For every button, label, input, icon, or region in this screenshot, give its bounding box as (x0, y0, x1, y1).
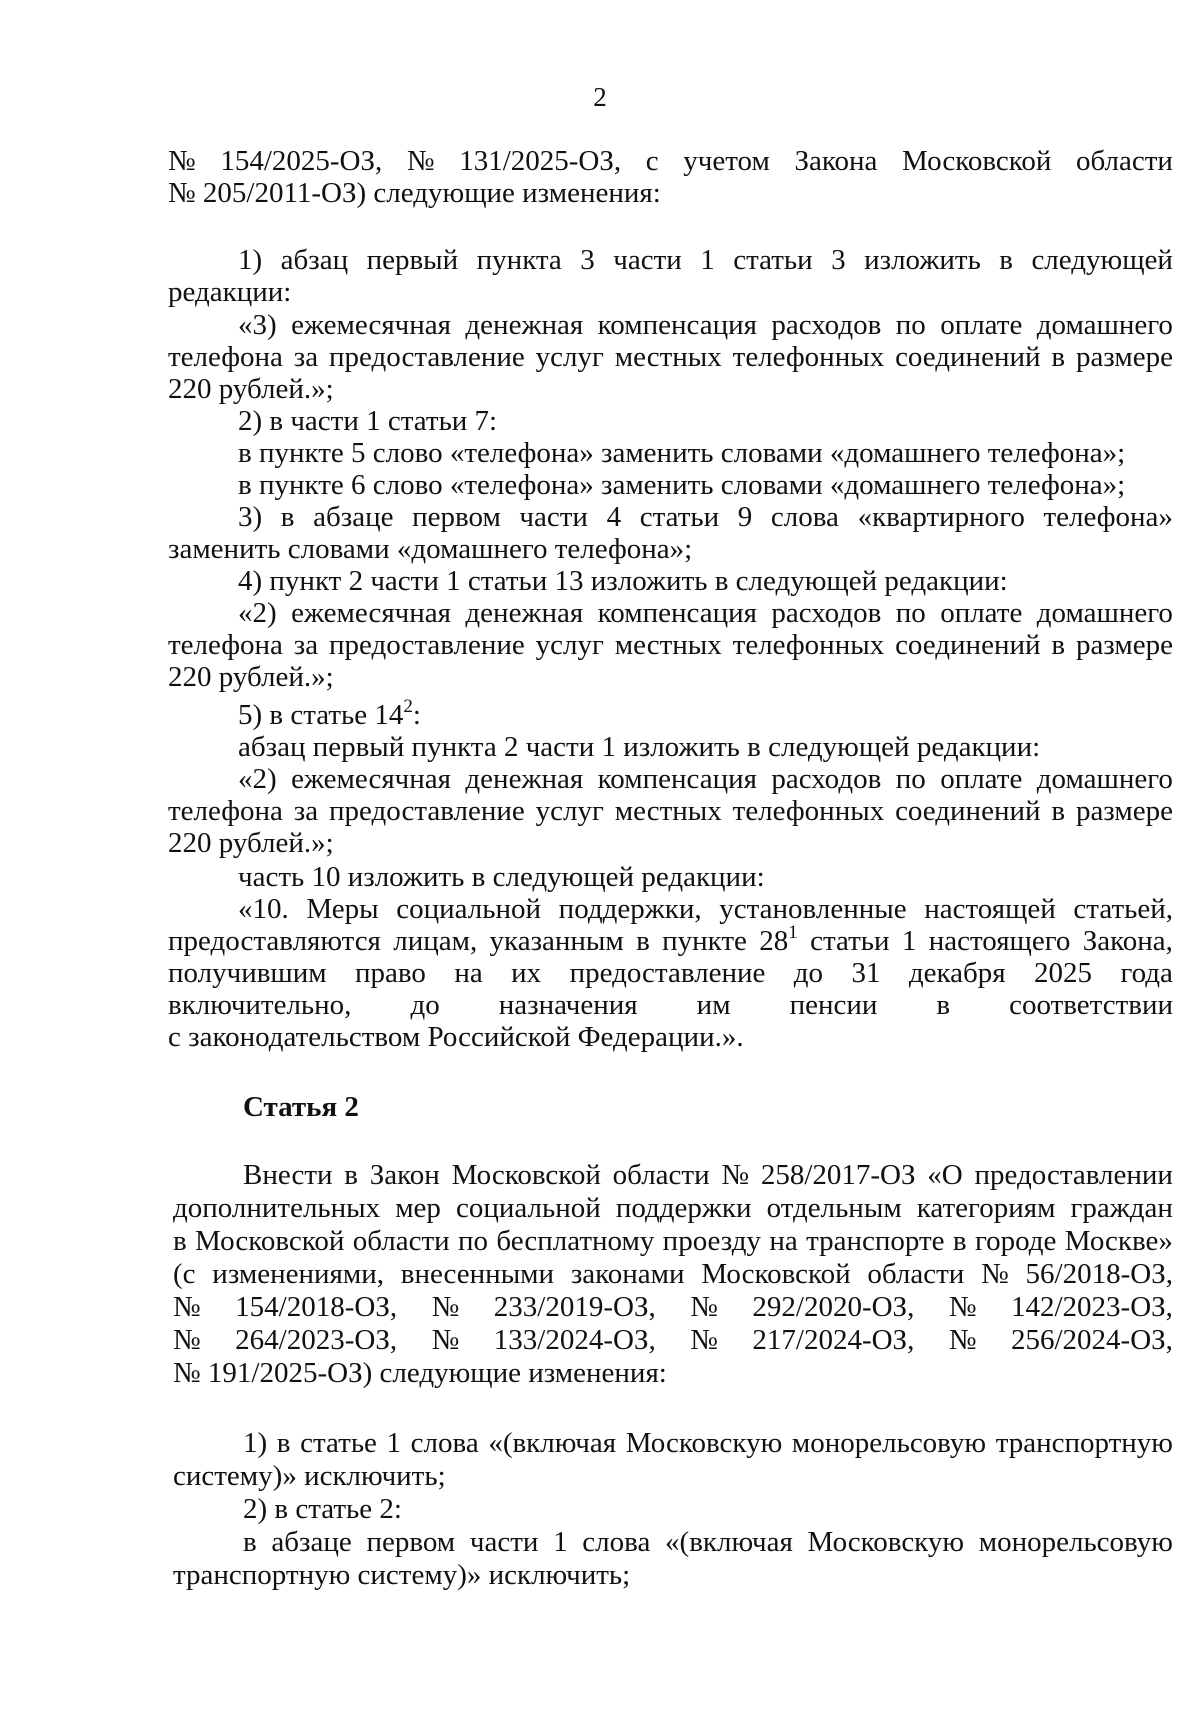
word: области (867, 1258, 965, 1290)
item5-part10-line-1 (238, 894, 1173, 926)
word: области (612, 1159, 710, 1191)
word: до (410, 989, 440, 1021)
word: 1) (243, 1427, 268, 1459)
word: ежемесячная (291, 309, 451, 341)
word: размере (1075, 795, 1173, 827)
article2-item1-line-1 (243, 1428, 1173, 1460)
word: 133/2024-ОЗ, (493, 1324, 656, 1356)
word: расходов (771, 763, 882, 795)
word: компенсация (597, 763, 757, 795)
item4-heading: 4) пункт 2 части 1 статьи 13 изложить в следующей редакции: (238, 565, 1008, 597)
item5-part10-line-3 (168, 958, 1173, 990)
item1-line-1 (238, 245, 1173, 277)
word: в (999, 244, 1013, 276)
item5-part10-line-5: с законодательством Российской Федерации.». (168, 1021, 744, 1053)
word: в (636, 925, 650, 957)
superscript: 2 (403, 696, 413, 717)
word: учетом (683, 145, 770, 177)
word: «10. (238, 893, 289, 925)
word: Закона (794, 145, 878, 177)
word: Московской (902, 145, 1052, 177)
word: области (352, 1225, 450, 1257)
word: расходов (771, 309, 882, 341)
word: социальной (396, 893, 542, 925)
word: статьей, (1073, 893, 1173, 925)
word: года (1120, 957, 1173, 989)
word: № (173, 1291, 201, 1323)
word: по (895, 309, 926, 341)
word: предоставление (569, 957, 766, 989)
word: телефонных (732, 341, 885, 373)
item5-quote-line-3: 220 рублей.»; (168, 827, 334, 859)
word: 3 (831, 244, 846, 276)
item1-quote-line-1 (238, 310, 1173, 342)
word: 256/2024-ОЗ, (1011, 1324, 1173, 1356)
word: пункта (476, 244, 562, 276)
superscript: 1 (788, 922, 798, 943)
word: оплате (940, 597, 1023, 629)
word: им (696, 989, 731, 1021)
word: Московскую (625, 1427, 783, 1459)
word: 154/2018-ОЗ, (235, 1291, 398, 1323)
word: предоставлении (974, 1159, 1173, 1191)
word: по (895, 763, 926, 795)
word: Закон (369, 1159, 440, 1191)
word: установленные (719, 893, 907, 925)
word: № (948, 1324, 977, 1356)
word: Закона, (1082, 925, 1173, 957)
word: на (454, 957, 483, 989)
word: местных (614, 341, 722, 373)
word: размере (1075, 341, 1173, 373)
word: получившим (168, 957, 327, 989)
item3-line-2: заменить словами «домашнего телефона»; (168, 533, 693, 565)
word: законами (570, 1258, 685, 1290)
word: 292/2020-ОЗ, (752, 1291, 915, 1323)
word: № (981, 1258, 1009, 1290)
word: соединений (895, 795, 1041, 827)
word: в (173, 1225, 187, 1257)
word: статьи (639, 501, 720, 533)
word: 2025 (1034, 957, 1093, 989)
word: 233/2019-ОЗ, (493, 1291, 656, 1323)
word: бесплатному (496, 1225, 655, 1257)
word: по (458, 1225, 489, 1257)
word: компенсация (597, 309, 757, 341)
word: слова (770, 501, 839, 533)
word: 264/2023-ОЗ, (235, 1324, 398, 1356)
word: 3 (580, 244, 595, 276)
word: соответствии (1009, 989, 1173, 1021)
article2-line-4 (173, 1259, 1173, 1291)
word: предоставление (328, 341, 525, 373)
word: телефонных (732, 629, 885, 661)
word: пункте (662, 925, 747, 957)
word: в (1051, 629, 1066, 661)
word: 56/2018-ОЗ, (1025, 1258, 1173, 1290)
word: 9 (737, 501, 753, 533)
word: «(включая (665, 1526, 793, 1558)
article2-line-3 (173, 1226, 1173, 1258)
word: назначения (498, 989, 638, 1021)
word: № (948, 1291, 977, 1323)
word: в (936, 989, 951, 1021)
item1-line-2: редакции: (168, 276, 292, 308)
word: денежная (465, 597, 584, 629)
word: 154/2025-ОЗ, (220, 145, 383, 177)
article-2-title: Статья 2 (243, 1091, 359, 1123)
word: услуг (535, 341, 604, 373)
word: «квартирного (857, 501, 1025, 533)
word: соединений (895, 629, 1041, 661)
word: настоящей (924, 893, 1056, 925)
word: абзаце (313, 501, 394, 533)
word: их (511, 957, 542, 989)
word: отдельным (766, 1192, 902, 1224)
word: в (280, 501, 295, 533)
word: поддержки, (558, 893, 702, 925)
word: телефона» (1043, 501, 1173, 533)
word: изменениями, (212, 1258, 384, 1290)
word: лицам, (393, 925, 478, 957)
word: 31 (851, 957, 881, 989)
item2-line-a: в пункте 5 слово «телефона» заменить словами «домашнего телефона»; (238, 437, 1126, 469)
word: 3) (238, 501, 263, 533)
word: до (793, 957, 824, 989)
word: размере (1075, 629, 1173, 661)
word: указанным (489, 925, 624, 957)
item2-line-b: в пункте 6 слово «телефона» заменить словами «домашнего телефона»; (238, 469, 1126, 501)
word: № (721, 1159, 750, 1191)
word: телефонных (732, 795, 885, 827)
word: за (293, 341, 319, 373)
word: первом (366, 1526, 456, 1558)
word: социальной (455, 1192, 601, 1224)
word: по (895, 597, 926, 629)
word: 217/2024-ОЗ, (752, 1324, 915, 1356)
word: абзац (280, 244, 349, 276)
word: ежемесячная (291, 763, 451, 795)
article2-line-5 (173, 1292, 1173, 1324)
word: «2) (238, 597, 277, 629)
article2-item1-line-2: систему)» исключить; (173, 1460, 446, 1492)
word: расходов (771, 597, 882, 629)
word: части (519, 501, 588, 533)
word: городе (974, 1225, 1057, 1257)
word: денежная (465, 763, 584, 795)
word: компенсация (597, 597, 757, 629)
word: «(включая (488, 1427, 617, 1459)
word: пенсии (789, 989, 878, 1021)
word: изложить (864, 244, 981, 276)
word: «2) (238, 763, 277, 795)
word: в (1051, 795, 1066, 827)
word: услуг (535, 795, 604, 827)
article2-line-2 (173, 1193, 1173, 1225)
article2-line-7: № 191/2025-ОЗ) следующие изменения: (173, 1357, 667, 1389)
word: 258/2017-ОЗ (760, 1159, 916, 1191)
word: услуг (535, 629, 604, 661)
word: домашнего (1036, 763, 1173, 795)
word: категориям (916, 1192, 1056, 1224)
word: области (1076, 145, 1173, 177)
word: статьи (810, 925, 890, 957)
word: телефона (168, 795, 283, 827)
word: 1 (553, 1526, 568, 1558)
word: за (293, 795, 319, 827)
word: в (276, 1427, 291, 1459)
word: 1 (700, 244, 715, 276)
article2-line-6 (173, 1325, 1173, 1357)
word: монорельсовую (791, 1427, 987, 1459)
word: № (690, 1324, 718, 1356)
word: Москве» (1064, 1225, 1173, 1257)
item5-quote-line-2 (168, 796, 1173, 828)
word: первый (366, 244, 459, 276)
item1-quote-line-3: 220 рублей.»; (168, 373, 334, 405)
word: предоставляются (168, 925, 381, 957)
item3-line-1 (238, 502, 1173, 534)
word: № (431, 1291, 460, 1323)
word: внесенными (400, 1258, 555, 1290)
word: в (952, 1225, 967, 1257)
word: статьи (733, 244, 813, 276)
item4-quote-line-2 (168, 630, 1173, 662)
word: поддержки (615, 1192, 752, 1224)
word: предоставление (328, 629, 525, 661)
word: № (431, 1324, 460, 1356)
word: 1) (238, 244, 263, 276)
item5-part10-line-4 (168, 990, 1173, 1022)
word: с (645, 145, 659, 177)
word: (с (173, 1258, 196, 1290)
word: денежная (465, 309, 584, 341)
item5-quote-line-1 (238, 764, 1173, 796)
word: слова (410, 1427, 479, 1459)
article2-line-1 (243, 1160, 1173, 1192)
word: соединений (895, 341, 1041, 373)
word: включительно, (168, 989, 352, 1021)
intro-line-1 (168, 146, 1173, 178)
word: в (243, 1526, 257, 1558)
word: ежемесячная (291, 597, 451, 629)
item5-part10-line-2 (168, 922, 1173, 958)
word: телефона (168, 341, 283, 373)
word: в (344, 1159, 358, 1191)
word: оплате (940, 309, 1023, 341)
word: граждан (1070, 1192, 1173, 1224)
item5-heading: 5) в статье $14^2$: (238, 696, 421, 731)
word: мер (395, 1192, 441, 1224)
word: № (173, 1324, 201, 1356)
intro-line-2: № 205/2011-ОЗ) следующие изменения: (168, 177, 661, 209)
item4-quote-line-3: 220 рублей.»; (168, 661, 334, 693)
word: части (613, 244, 682, 276)
word: № (168, 145, 196, 177)
article2-item2-heading: 2) в статье 2: (243, 1493, 402, 1525)
word: Московскую (807, 1526, 965, 1558)
word: первом (412, 501, 501, 533)
word: местных (614, 629, 722, 661)
word: проезду (662, 1225, 761, 1257)
word: статье (300, 1427, 377, 1459)
word: настоящего (928, 925, 1071, 957)
word: Московской (701, 1258, 851, 1290)
word: № (690, 1291, 718, 1323)
word: 142/2023-ОЗ, (1011, 1291, 1173, 1323)
word: Московской (451, 1159, 601, 1191)
word: 131/2025-ОЗ, (459, 145, 622, 177)
item4-quote-line-1 (238, 598, 1173, 630)
word: за (293, 629, 319, 661)
word: декабря (908, 957, 1006, 989)
word: оплате (940, 763, 1023, 795)
word: транспортную (995, 1427, 1173, 1459)
word: телефона (168, 629, 283, 661)
word: 1 (901, 925, 917, 957)
word: абзаце (271, 1526, 352, 1558)
word: следующей (1031, 244, 1173, 276)
word: 1 (386, 1427, 402, 1459)
word: домашнего (1036, 309, 1173, 341)
page-number: 2 (593, 82, 607, 112)
word: местных (614, 795, 722, 827)
word: на (769, 1225, 798, 1257)
word: $28^1$ (759, 922, 798, 957)
word: № (406, 145, 435, 177)
word: части (469, 1526, 539, 1558)
article2-item2-line-2: транспортную систему)» исключить; (173, 1559, 631, 1591)
word: домашнего (1036, 597, 1173, 629)
word: «О (927, 1159, 963, 1191)
word: Меры (306, 893, 379, 925)
word: 4 (606, 501, 622, 533)
word: транспорте (806, 1225, 945, 1257)
article2-item2-line-1 (243, 1527, 1173, 1559)
item2-heading: 2) в части 1 статьи 7: (238, 405, 498, 437)
word: Внести (243, 1159, 333, 1191)
word: право (355, 957, 426, 989)
word: монорельсовую (978, 1526, 1173, 1558)
word: дополнительных (173, 1192, 381, 1224)
item5-line-b: часть 10 изложить в следующей редакции: (238, 861, 765, 893)
item5-line-a: абзац первый пункта 2 части 1 изложить в следующей редакции: (238, 731, 1041, 763)
word: Московской (195, 1225, 345, 1257)
item1-quote-line-2 (168, 342, 1173, 374)
word: в (1051, 341, 1066, 373)
word: «3) (238, 309, 277, 341)
word: предоставление (328, 795, 525, 827)
word: слова (582, 1526, 651, 1558)
